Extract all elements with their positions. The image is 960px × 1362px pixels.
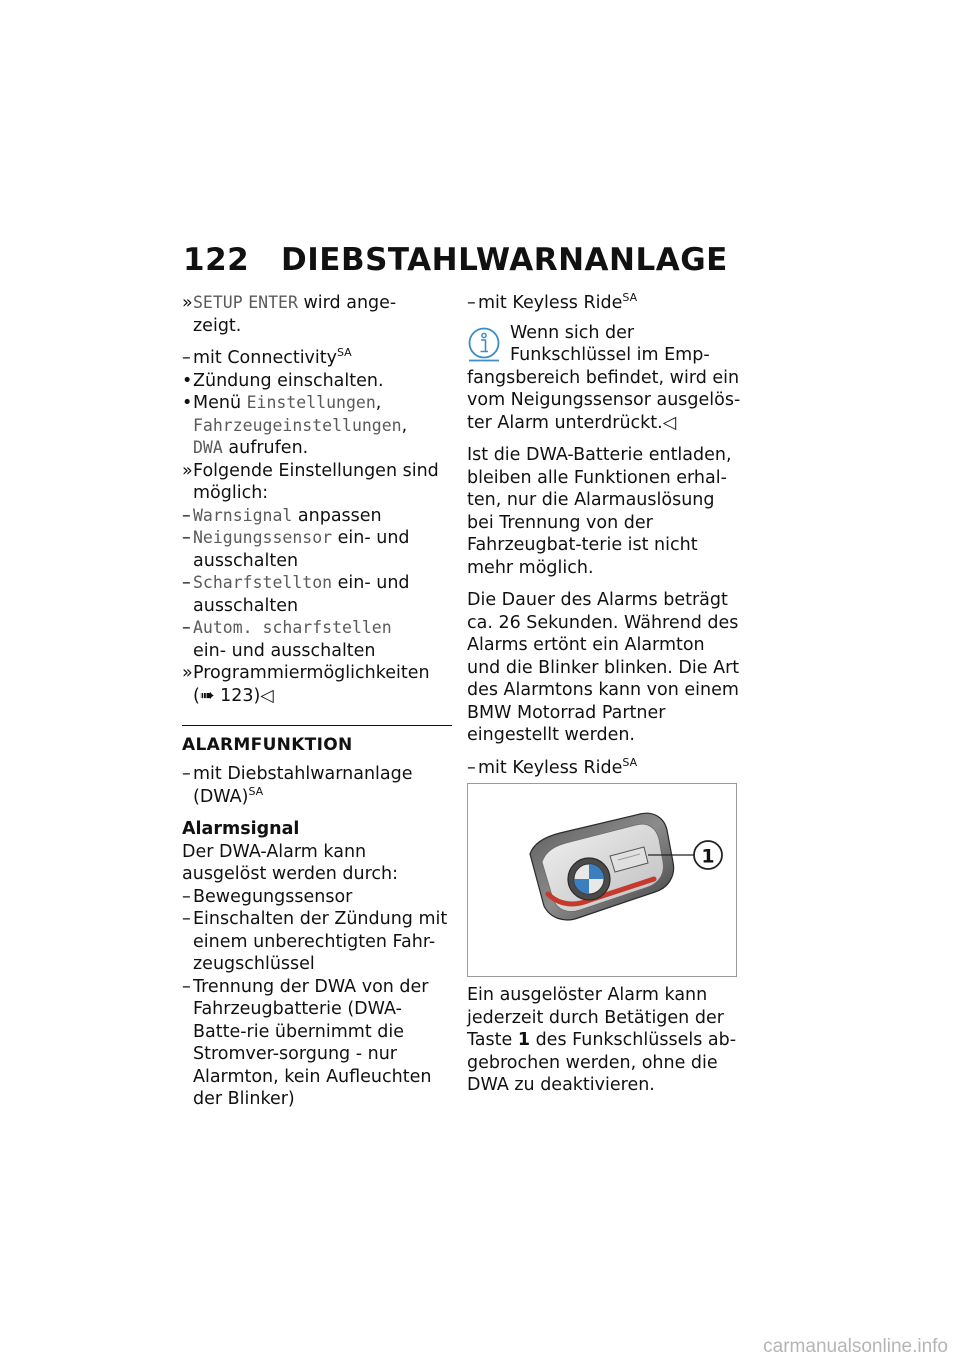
page-header: [183, 240, 783, 280]
info-icon: [467, 326, 501, 362]
section-title: ALARMFUNKTION: [182, 725, 452, 756]
keyless-option: [467, 757, 742, 780]
setting-code: Scharfstellton: [193, 573, 333, 592]
ref-paren: (: [193, 685, 200, 706]
setting-code: Warnsignal: [193, 505, 293, 525]
paragraph-text: des Funkschlüssels ab-gebrochen werden, ohne die DWA zu deaktivieren.: [467, 1030, 737, 1095]
result-marker: »: [182, 663, 193, 683]
dash-marker: –: [182, 348, 191, 368]
display-code: SETUP: [193, 293, 243, 312]
option-label: mit Diebstahlwarnanlage: [193, 764, 413, 784]
option-label: mit Keyless Ride: [478, 757, 623, 778]
option-label: mit Connectivity: [193, 348, 337, 368]
option-text: ein- und: [332, 528, 410, 548]
step-text: Programmiermöglichkeiten: [193, 663, 430, 683]
watermark[interactable]: carmanualsonline.info: [763, 1336, 948, 1357]
end-mark-icon: ◁: [662, 412, 677, 433]
result-marker: »: [182, 460, 193, 481]
step-text: wird ange-: [297, 293, 397, 313]
sa-badge: SA: [337, 346, 352, 359]
key-fob-illustration: [468, 784, 736, 976]
keyless-option: [467, 292, 742, 315]
sa-badge: SA: [622, 755, 638, 769]
option-text: anpassen: [292, 505, 382, 526]
option-label: mit Keyless Ride: [478, 293, 623, 313]
trigger-text: Trennung der DWA von der Fahrzeugbatterie (DWA-Batte-rie übernimmt die Stromver-sorgung - nur Alarmton, kein Aufleuchten der Blinker): [193, 976, 432, 1109]
step-text: aufrufen.: [222, 438, 309, 458]
setting-option: [182, 572, 452, 617]
menu-code: Einstellungen: [246, 393, 376, 412]
setting-option: [182, 617, 452, 662]
dash-marker: –: [182, 886, 191, 907]
bullet-marker: •: [182, 370, 193, 391]
ignition-step: [182, 370, 452, 393]
trigger-item: [182, 908, 452, 976]
paragraph: Die Dauer des Alarms beträgt ca. 26 Sekunden. Während des Alarms ertönt ein Alarmton und die Blinker blinken. Die Art des Alarmtons kann von einem BMW Motorrad Partner eingestellt werden.: [467, 590, 740, 745]
step-text: Menü: [193, 393, 247, 413]
step-text: möglich:: [193, 483, 269, 503]
key-reference: 1: [517, 1030, 531, 1050]
trigger-item: [182, 976, 452, 1111]
dash-marker: –: [182, 618, 191, 638]
sa-badge: SA: [622, 291, 638, 304]
option-text: ein- und: [332, 573, 410, 593]
connectivity-option: [182, 347, 452, 370]
end-mark-icon: ◁: [260, 685, 274, 706]
figure-callout: 1: [701, 845, 715, 868]
option-text: ausschalten: [193, 595, 299, 616]
right-column: [467, 292, 742, 1097]
trigger-text: Bewegungssensor: [193, 886, 353, 907]
bullet-marker: •: [182, 393, 193, 413]
left-column: [182, 292, 452, 1111]
info-note: [467, 322, 742, 435]
note-line: Funkschlüssel im Emp-: [510, 345, 710, 365]
separator: ,: [375, 393, 382, 413]
option-text: ein- und ausschalten: [193, 640, 376, 661]
menu-code: DWA: [193, 438, 223, 457]
page-reference-link[interactable]: 123): [214, 685, 261, 706]
step-text: Zündung einschalten.: [193, 370, 384, 391]
result-marker: »: [182, 293, 193, 313]
dash-marker: –: [182, 764, 191, 784]
dash-marker: –: [467, 293, 476, 313]
paragraph: Der DWA-Alarm kann ausgelöst werden durch:: [182, 841, 399, 884]
option-label: (DWA): [193, 786, 249, 807]
menu-code: Fahrzeugeinstellungen: [193, 415, 402, 435]
dwa-option: [182, 763, 452, 808]
settings-result: [182, 460, 452, 505]
step-text: Folgende Einstellungen sind: [193, 460, 439, 481]
option-text: ausschalten: [193, 550, 299, 571]
setting-code: Neigungssensor: [193, 528, 333, 547]
dash-marker: –: [467, 757, 476, 778]
separator: ,: [401, 415, 408, 436]
sa-badge: SA: [248, 784, 264, 798]
menu-step: [182, 392, 452, 460]
subsection-heading: Alarmsignal: [182, 819, 300, 839]
page-title: DIEBSTAHLWARNANLAGE: [281, 242, 728, 278]
paragraph: Ist die DWA-Batterie entladen, bleiben alle Funktionen erhal-ten, nur die Alarmauslösung bei Trennung von der Fahrzeugbat-terie ist nicht mehr möglich.: [467, 445, 732, 578]
setup-step: [182, 292, 452, 337]
trigger-text: Einschalten der Zündung mit einem unberechtigten Fahr-zeugschlüssel: [193, 909, 448, 974]
page-number: 122: [183, 242, 250, 278]
dash-marker: –: [182, 573, 191, 593]
display-code: ENTER: [248, 293, 298, 312]
dash-marker: –: [182, 528, 191, 548]
setting-code: Autom. scharfstellen: [193, 618, 392, 637]
programming-result: [182, 662, 452, 707]
dash-marker: –: [182, 505, 191, 526]
step-text: zeigt.: [193, 315, 242, 336]
setting-option: [182, 527, 452, 572]
trigger-item: [182, 886, 452, 909]
dash-marker: –: [182, 976, 191, 997]
page-ref-arrow-icon: ➠: [199, 685, 215, 706]
paragraph: [467, 984, 742, 1097]
dash-marker: –: [182, 909, 191, 929]
paragraph-text: Ein ausgelöster Alarm kann jederzeit durch Betätigen der Taste: [467, 985, 724, 1050]
setting-option: [182, 505, 452, 528]
note-text: fangsbereich befindet, wird ein vom Neigungssensor ausgelös-ter Alarm unterdrückt.: [467, 367, 741, 433]
note-line: Wenn sich der: [510, 322, 635, 343]
key-fob-figure: [467, 783, 737, 977]
